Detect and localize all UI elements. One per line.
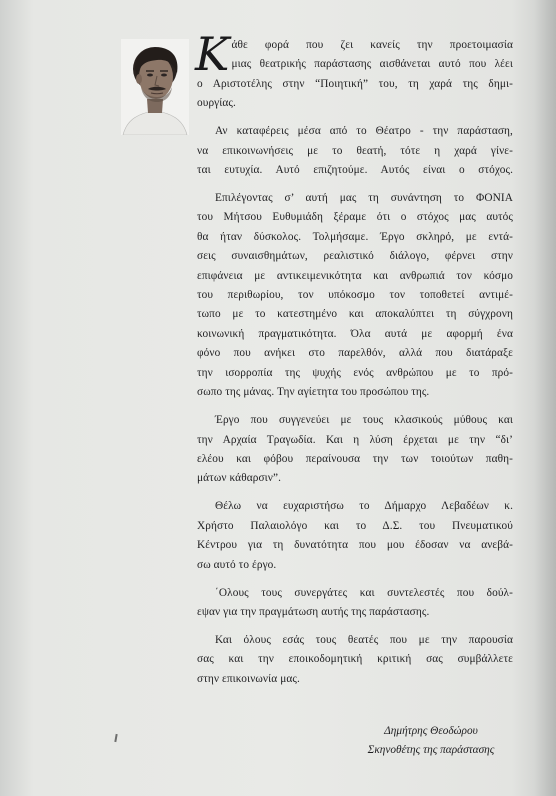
text-line: σω αυτό το έργο. bbox=[197, 558, 277, 571]
paragraph bbox=[197, 411, 513, 489]
text-line: την Αρχαία Τραγωδία. Και η λύση έρχεται με την “δι’ bbox=[197, 433, 513, 446]
text-line: μάτων κάθαρσιν”. bbox=[197, 472, 282, 485]
text-line: άθε φορά που ζει κανείς την προετοιμασία bbox=[231, 39, 513, 51]
signature-role: Σκηνοθέτης της παράστασης bbox=[367, 744, 495, 756]
director-portrait-photo bbox=[121, 39, 189, 135]
text-line: στην επικοινωνία μας. bbox=[197, 672, 300, 685]
text-line: ται ευτυχία. Αυτό επιζητούμε. Αυτός είναι ο στόχος. bbox=[197, 164, 513, 177]
paragraph bbox=[197, 631, 513, 689]
paragraph bbox=[197, 189, 513, 402]
drop-cap-letter: Κ bbox=[195, 27, 230, 81]
text-line: την ισορροπία της ψυχής ενός ανθρώπου με το πρό- bbox=[197, 366, 513, 379]
text-line: Αν καταφέρεις μέσα από το Θέατρο - την παράσταση, bbox=[215, 125, 513, 138]
portrait-illustration bbox=[121, 39, 189, 135]
text-line: σωπο της μάνας. Την αγίετητα του προσώπου της. bbox=[197, 386, 430, 399]
text-line: σας και την εποικοδομητική κριτική σας συμβάλλετε bbox=[197, 653, 513, 666]
page-fold-shadow bbox=[534, 0, 556, 796]
text-line: σεις συναισθημάτων, ρεαλιστικό διάλογο, φέρνει στην bbox=[197, 250, 513, 263]
text-line: ΄Ολους τους συνεργάτες και συντελεστές που δούλ- bbox=[215, 586, 513, 599]
signature-name: Δημήτρης Θεοδώρου bbox=[384, 725, 478, 737]
text-line: κοινωνική πραγματικότητα. Όλα αυτά με αφορμή ένα bbox=[197, 327, 513, 340]
pen-mark bbox=[114, 734, 117, 742]
text-line: φόνο που ανήκει στο παρελθόν, αλλά που διατάραξε bbox=[197, 347, 513, 360]
director-note-body bbox=[195, 27, 513, 698]
text-line: Επιλέγοντας σ’ αυτή μας τη συνάντηση το ΦΟΝΙΑ bbox=[215, 192, 513, 205]
text-line: Χρήστο Παλαιολόγο και το Δ.Σ. του Πνευματικού bbox=[197, 519, 513, 532]
text-line: να επικοινωνήσεις με το θεατή, τότε η χαρά γίνε- bbox=[197, 144, 513, 157]
text-line: Θέλω να ευχαριστήσω το Δήμαρχο Λεβαδέων κ. bbox=[215, 500, 513, 513]
text-line: μιας θεατρικής παράστασης αισθάνεται αυτό που λέει bbox=[231, 58, 513, 71]
paragraph bbox=[197, 584, 513, 623]
text-line: Έργο που συγγενεύει με τους κλασικούς μύθους και bbox=[215, 414, 513, 427]
text-line: επιφάνεια με αντικειμενικότητα και ανθρωπιά τον κόσμο bbox=[197, 269, 513, 282]
paragraph-intro bbox=[195, 27, 513, 114]
text-line: εψαν για την πραγμάτωση αυτής της παράστασης. bbox=[197, 605, 430, 618]
text-line: τωπο με το κατεστημένο και αποκαλύπτει τη σύγχρονη bbox=[197, 308, 513, 321]
paragraph bbox=[197, 497, 513, 575]
text-line: ελέου και φόβου περαίνουσα την των τοιούτων παθη- bbox=[197, 452, 513, 465]
paragraph bbox=[197, 122, 513, 180]
text-line: του Μήτσου Ευθυμιάδη ξέραμε ότι ο στόχος μας αυτός bbox=[197, 211, 513, 224]
text-line: Κέντρου για τη δυνατότητα που μου έδοσαν να ανεβά- bbox=[197, 539, 513, 552]
text-line: ο Αριστοτέλης στην “Ποιητική” του, τη χαρά της δημι- bbox=[197, 77, 513, 90]
text-line: του περιθωρίου, τον υπόκοσμο τον τοποθετεί αντιμέ- bbox=[197, 289, 513, 302]
text-line: θα ήταν δύσκολος. Τολμήσαμε. Έργο σκληρό, με εντά- bbox=[197, 230, 513, 243]
text-line: Και όλους εσάς τους θεατές που με την παρουσία bbox=[215, 633, 513, 646]
text-line: ουργίας. bbox=[197, 97, 236, 110]
